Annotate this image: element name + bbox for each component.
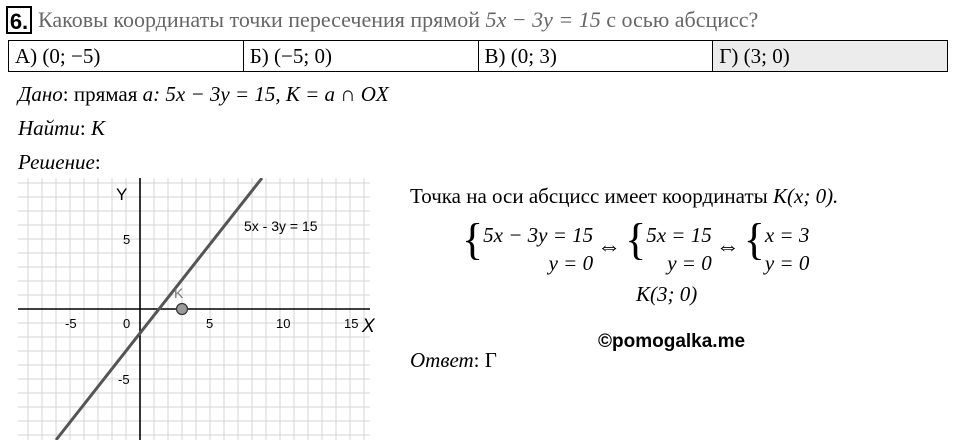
question-number: 6. <box>6 6 32 34</box>
brace: { <box>743 215 765 264</box>
iff-symbol: ⇔ <box>597 234 622 260</box>
question-text-start: Каковы координаты точки пересечения прямой <box>38 7 486 32</box>
given-text: : прямая <box>62 82 143 106</box>
question-text <box>38 6 758 34</box>
system-1-eq-1: 5x − 3y = 15 <box>483 223 594 248</box>
iff-symbol: ⇔ <box>715 234 740 260</box>
system-1 <box>483 221 593 277</box>
brace: { <box>462 215 484 264</box>
solution-line-1 <box>410 182 838 210</box>
find-label: Найти <box>18 116 80 140</box>
x-tick-label: 10 <box>276 316 291 331</box>
x-tick-label: 5 <box>206 316 214 331</box>
point-k <box>177 304 188 315</box>
given-label: Дано <box>18 82 63 106</box>
answer-text: : Г <box>473 348 497 372</box>
find-math: K <box>90 116 105 140</box>
given-math: a: 5x − 3y = 15, K = a ∩ OX <box>142 82 389 106</box>
system-3-eq-2: y = 0 <box>764 251 810 276</box>
system-3 <box>765 221 810 277</box>
answer-line <box>410 346 497 374</box>
system-2-eq-2: y = 0 <box>667 251 712 276</box>
solution-line-1-math: K(x; 0). <box>773 184 839 208</box>
y-tick-label: -5 <box>118 372 130 387</box>
option-c[interactable]: В) (0; 3) <box>479 41 714 71</box>
x-tick-label: 15 <box>344 316 359 331</box>
question-text-end: с осью абсцисс? <box>600 7 759 32</box>
solution-line-1-text: Точка на оси абсцисс имеет координаты <box>410 184 773 208</box>
y-tick-label: 5 <box>123 232 131 247</box>
answer-options <box>8 40 948 72</box>
result-point: K(3; 0) <box>636 282 698 306</box>
question-equation: 5x − 3y = 15 <box>485 7 601 32</box>
option-d[interactable]: Г) (3; 0) <box>713 41 947 71</box>
option-a[interactable]: А) (0; −5) <box>9 41 244 71</box>
y-axis-label: Y <box>116 185 128 204</box>
x-tick-label: -5 <box>65 316 77 331</box>
x-axis-label: X <box>362 316 375 337</box>
given-line <box>18 80 389 108</box>
system-2-eq-1: 5x = 15 <box>646 223 712 248</box>
solution-block <box>410 182 838 210</box>
point-k-label: K <box>174 285 184 301</box>
watermark: ©pomogalka.me <box>598 331 746 352</box>
solution-colon: : <box>94 150 101 174</box>
line-label: 5x - 3y = 15 <box>244 218 318 234</box>
system-chain <box>462 212 809 277</box>
system-2 <box>646 221 712 277</box>
x-tick-label: 0 <box>123 316 131 331</box>
system-1-eq-2: y = 0 <box>548 251 594 276</box>
brace: { <box>625 215 647 264</box>
coordinate-graph <box>18 178 378 440</box>
option-b[interactable]: Б) (−5; 0) <box>244 41 479 71</box>
solution-heading <box>18 148 101 176</box>
find-text: : <box>79 116 91 140</box>
answer-label: Ответ <box>410 348 474 372</box>
solution-label: Решение <box>18 150 95 174</box>
system-3-eq-1: x = 3 <box>764 223 810 248</box>
find-line <box>18 114 105 142</box>
